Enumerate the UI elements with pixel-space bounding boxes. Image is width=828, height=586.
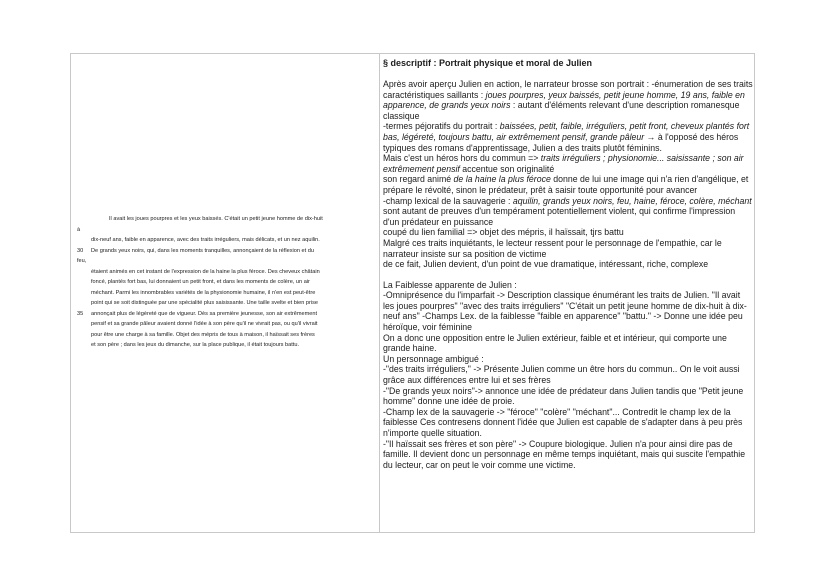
paragraph-pejorative: -termes péjoratifs du portrait : baissées, petit, faible, irréguliers, petit front, cheveux plantés fort bas, légéreté, toujours battu, air extrêmement pensif, grande pâleur → à l'opposé des héros typiques des romans d'apprentissage, Julien a des traits plutôt féminins.: [383, 121, 750, 153]
paragraph-intro: Après avoir aperçu Julien en action, le narrateur brosse son portrait : -énumeration de ses traits caractéristiques saillants : joues pourpres, yeux baissés, petit jeune homme, 19 ans, faible en apparence, de grands yeux noirs : autant d'éléments relevant d'une description romanesque classique: [383, 79, 753, 121]
paragraph-savagery: -champ lexical de la sauvagerie : aquilin, grands yeux noirs, feu, haine, féroce, colère, méchant sont autant de preuves d'un tempérament potentiellement violent, qui confirme l'impression d'un prédateur en puissance: [383, 195, 752, 227]
paragraph-family: coupé du lien familial => objet des mépris, il haïssait, tjrs battu: [383, 227, 624, 238]
paragraph-imperfect: -Omniprésence du l'imparfait -> Description classique énumérant les traits de Julien. "Il avait les joues pourpres" "avec des traits irréguliers" "C'était un petit jeune homme de dix-huit à dix-neuf ans" -Champs Lex. de la faiblesse "faible en apparence" "battu." -> Donne une idée peu héroïque, voir féminine: [383, 290, 747, 333]
paragraph-ambiguous-title: Un personnage ambigué :: [383, 353, 484, 364]
source-text-column: [71, 54, 379, 532]
paragraph-conclusion: de ce fait, Julien devient, d'un point de vue dramatique, intéressant, riche, complexe: [383, 259, 709, 270]
source-text-line: De grands yeux noirs, qui, dans les moments tranquilles, annonçaient de la réflexion et du: [91, 247, 314, 254]
paragraph-savagery-lex: -Champ lex de la sauvagerie -> "féroce" "colère" "méchant"... Contredit le champ lex de la faiblesse Ces contresens donnent l'idée que Julien est capable de s'adapter dans à peu près n'importe quelle situation.: [383, 406, 743, 438]
source-text-line: étaient animés en cet instant de l'expression de la haine la plus féroce. Des cheveux châtain: [91, 268, 320, 275]
source-text-line: foncé, plantés fort bas, lui donnaient un petit front, et dans les moments de colère, un air: [91, 279, 310, 285]
paragraph-empathy: Malgré ces traits inquiétants, le lecteur ressent pour le personnage de l'empathie, car le narrateur insiste sur sa position de victime: [383, 237, 722, 259]
paragraph-gaze: son regard animé de la haine la plus féroce donne de lui une image qui n'a rien d'angélique, et prépare le révolté, sinon le prédateur, prêt à saisir toute opportunité pour avancer: [383, 174, 749, 195]
line-number: feu,: [77, 258, 87, 264]
analysis-title: § descriptif : Portrait physique et moral de Julien: [383, 58, 593, 68]
paragraph-irregular: -"des traits irréguliers," -> Présente Julien comme un être hors du commun.. On le voit aussi grâce aux différences entre lui et ses frères: [383, 364, 740, 386]
paragraph-opposition: On a donc une opposition entre le Julien extérieur, faible et et intérieur, qui comporte une grande haine.: [383, 332, 727, 354]
analysis-column: [383, 58, 753, 470]
source-text-line: annonçait plus de légèreté que de vigueur. Dès sa première jeunesse, son air extrêmement: [91, 310, 318, 317]
paragraph-biological: -"Il haïssait ses frères et son père" -> Coupure biologique. Julien n'a pour ainsi dire pas de famille. Il devient donc un personnage en même temps inquiétant, mais qui suscite l'empathie du lecteur, car on peut le voir comme une victime.: [383, 438, 746, 470]
source-text-line: dix-neuf ans, faible en apparence, avec des traits irréguliers, mais délicats, et un nez aquilin.: [91, 237, 320, 243]
paragraph-hero: Mais c'est un héros hors du commun => traits irréguliers ; physionomie... saisissante ; son air extrêmement pensif accentue son originalité: [383, 153, 744, 174]
source-text-line: pour être une charge à sa famille. Objet des mépris de tous à maison, il haïssait ses frères: [91, 331, 315, 338]
line-number: 35: [77, 310, 84, 317]
source-text-line: Il avait les joues pourpres et les yeux baissés. C'était un petit jeune homme de dix-huit: [109, 216, 323, 222]
line-number: à: [77, 226, 81, 233]
paragraph-eyes: -"De grands yeux noirs"-> annonce une idée de prédateur dans Julien tandis que "Petit jeune homme" donne une idée de proie.: [383, 385, 744, 407]
column-divider: [379, 54, 380, 532]
paragraph-weakness-title: La Faiblesse apparente de Julien :: [383, 279, 517, 290]
source-text-line: point qui se soit distinguée par une spécialité plus saisissante. Une taille svelte et bien prise: [91, 300, 318, 306]
document-table: [70, 53, 755, 533]
source-text-line: méchant. Parmi les innombrables variétés de la physionomie humaine, il n'en est peut-être: [91, 289, 316, 296]
source-text-line: pensif et sa grande pâleur avaient donné l'idée à son père qu'il ne vivrait pas, ou qu'il vivrait: [91, 321, 318, 327]
source-text-line: et son père ; dans les jeux du dimanche, sur la place publique, il était toujours battu.: [91, 342, 300, 348]
line-number: 30: [77, 247, 84, 254]
